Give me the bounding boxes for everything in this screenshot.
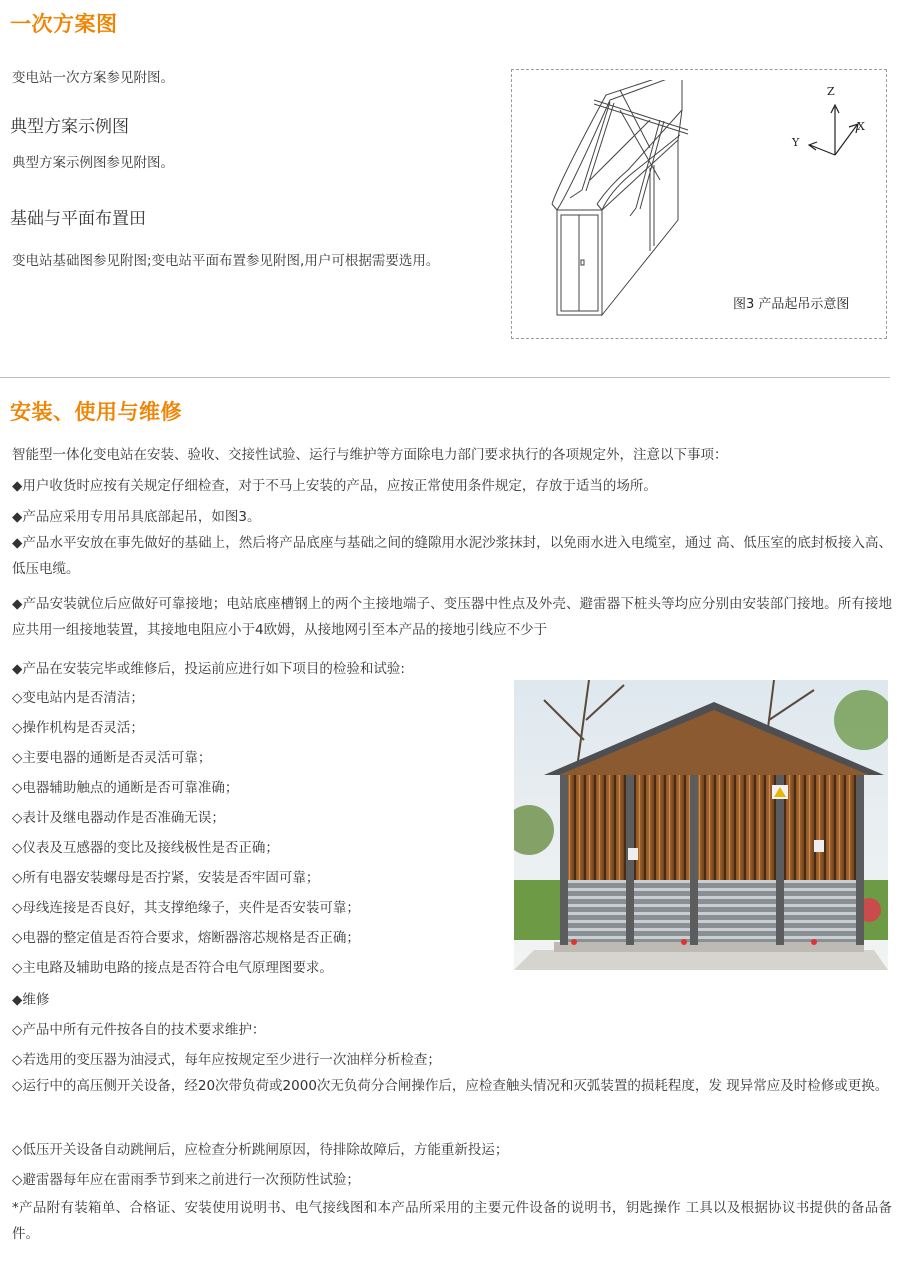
check-item: ◇仪表及互感器的变比及接线极性是否正确； [12,840,279,856]
section-divider [0,377,890,378]
axis-y-label: Y [792,136,800,149]
check-item: ◇电器的整定值是否符合要求，熔断器溶芯规格是否正确； [12,930,360,946]
primary-scheme-text: 变电站一次方案参见附图。 [12,70,174,86]
axis-z-label: Z [827,85,835,98]
check-item: ◇表计及继电器动作是否准确无误； [12,810,225,826]
installation-intro: 智能型一体化变电站在安装、验收、交接性试验、运行与维护等方面除电力部门要求执行的各项规定外，注意以下事项： [12,447,728,463]
maintenance-item-hv-switch: ◇运行中的高压侧开关设备，经20次带负荷或2000次无负荷分合闸操作后，应检查触头情况和灭弧装置的损耗程度，发 现异常应及时检修或更换。 [12,1078,889,1094]
install-item-inspection: ◆产品在安装完毕或维修后，投运前应进行如下项目的检验和试验: [12,661,405,677]
typical-scheme-text: 典型方案示例图参见附图。 [12,155,174,171]
check-item: ◇所有电器安装螺母是否拧紧，安装是否牢固可靠； [12,870,320,886]
check-item: ◇操作机构是否灵活； [12,720,144,736]
substation-photo [514,680,888,970]
typical-scheme-heading: 典型方案示例图 [10,117,129,137]
maintenance-item: ◇避雷器每年应在雷雨季节到来之前进行一次预防性试验； [12,1172,360,1188]
axis-x-label: X [857,120,865,133]
section-title-primary-scheme: 一次方案图 [10,12,118,36]
figure3-caption: 图3 产品起吊示意图 [733,297,850,312]
check-item: ◇主电路及辅助电路的接点是否符合电气原理图要求。 [12,960,333,976]
maintenance-item: ◇产品中所有元件按各自的技术要求维护： [12,1022,266,1038]
install-item-receiving: ◆用户收货时应按有关规定仔细检查，对于不马上安装的产品，应按正常使用条件规定，存放于适当的场所。 [12,478,657,494]
accessories-footnote: *产品附有装箱单、合格证、安装使用说明书、电气接线图和本产品所采用的主要元件设备的说明书，钥匙操作 工具以及根据协议书提供的备品备件。 [12,1200,892,1242]
foundation-text: 变电站基础图参见附图;变电站平面布置参见附图,用户可根据需要选用。 [12,253,440,269]
install-item-placement: ◆产品水平安放在事先做好的基础上，然后将产品底座与基础之间的缝隙用水泥沙浆抹封，以免雨水进入电缆室，通过 高、低压室的底封板接入高、低压电缆。 [12,535,892,577]
section-title-installation: 安装、使用与维修 [10,400,182,424]
check-item: ◇变电站内是否清洁； [12,690,144,706]
check-item: ◇母线连接是否良好，其支撑绝缘子，夹件是否安装可靠； [12,900,360,916]
install-item-lifting: ◆产品应采用专用吊具底部起吊，如图3。 [12,509,261,525]
check-item: ◇电器辅助触点的通断是否可靠准确； [12,780,239,796]
install-item-grounding: ◆产品安装就位后应做好可靠接地；电站底座槽钢上的两个主接地端子、变压器中性点及外壳、避雷器下桩头等均应分别由安装部门接地。所有接地应共用一组接地装置，其接地电阻应小于4欧姆，从接地网引至本产品的接地引线应不少于 [12,596,892,638]
foundation-heading: 基础与平面布置田 [10,209,146,229]
maintenance-item: ◇低压开关设备自动跳闸后，应检查分析跳闸原因，待排除故障后，方能重新投运； [12,1142,509,1158]
maintenance-heading: ◆维修 [12,992,50,1008]
lifting-diagram-illustration [550,80,710,320]
maintenance-item: ◇若选用的变压器为油浸式，每年应按规定至少进行一次油样分析检查； [12,1052,441,1068]
check-item: ◇主要电器的通断是否灵活可靠； [12,750,212,766]
